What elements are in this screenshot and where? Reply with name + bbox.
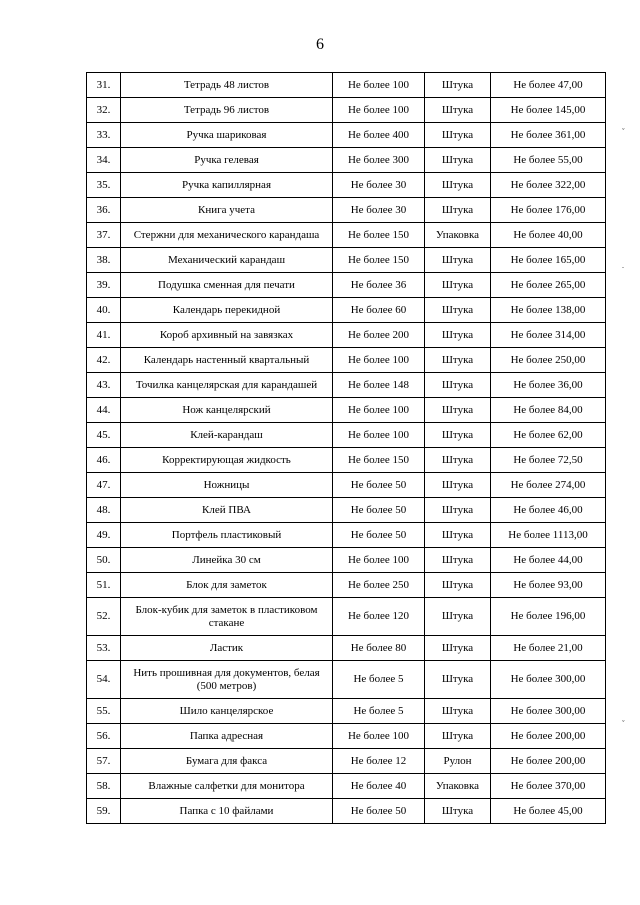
item-name-cell: Шило канцелярское <box>121 699 333 724</box>
quantity-cell: Не более 250 <box>333 573 425 598</box>
row-number-cell: 38. <box>87 248 121 273</box>
price-cell: Не более 300,00 <box>491 699 606 724</box>
unit-cell: Штука <box>425 573 491 598</box>
unit-cell: Штука <box>425 273 491 298</box>
item-name-cell: Клей-карандаш <box>121 423 333 448</box>
unit-cell: Штука <box>425 473 491 498</box>
row-number-cell: 45. <box>87 423 121 448</box>
item-name-cell: Тетрадь 96 листов <box>121 98 333 123</box>
quantity-cell: Не более 30 <box>333 173 425 198</box>
item-name-cell: Папка адресная <box>121 724 333 749</box>
price-cell: Не более 72,50 <box>491 448 606 473</box>
table-row <box>87 173 606 198</box>
price-cell: Не более 274,00 <box>491 473 606 498</box>
table-row <box>87 749 606 774</box>
item-name-cell: Блок для заметок <box>121 573 333 598</box>
item-name-cell: Ножницы <box>121 473 333 498</box>
row-number-cell: 49. <box>87 523 121 548</box>
item-name-cell: Ручка капиллярная <box>121 173 333 198</box>
unit-cell: Штука <box>425 73 491 98</box>
table-row <box>87 498 606 523</box>
quantity-cell: Не более 50 <box>333 498 425 523</box>
unit-cell: Штука <box>425 523 491 548</box>
row-number-cell: 56. <box>87 724 121 749</box>
row-number-cell: 54. <box>87 661 121 699</box>
table-row <box>87 223 606 248</box>
item-name-cell: Короб архивный на завязках <box>121 323 333 348</box>
unit-cell: Штука <box>425 661 491 699</box>
row-number-cell: 57. <box>87 749 121 774</box>
table-row <box>87 123 606 148</box>
row-number-cell: 53. <box>87 636 121 661</box>
unit-cell: Штука <box>425 173 491 198</box>
price-cell: Не более 47,00 <box>491 73 606 98</box>
unit-cell: Рулон <box>425 749 491 774</box>
row-number-cell: 41. <box>87 323 121 348</box>
table-row <box>87 598 606 636</box>
table-row <box>87 636 606 661</box>
table-row <box>87 699 606 724</box>
price-cell: Не более 145,00 <box>491 98 606 123</box>
unit-cell: Штука <box>425 248 491 273</box>
item-name-cell: Клей ПВА <box>121 498 333 523</box>
table-row <box>87 248 606 273</box>
row-number-cell: 44. <box>87 398 121 423</box>
item-name-cell: Подушка сменная для печати <box>121 273 333 298</box>
row-number-cell: 50. <box>87 548 121 573</box>
quantity-cell: Не более 400 <box>333 123 425 148</box>
item-name-cell: Тетрадь 48 листов <box>121 73 333 98</box>
table-row <box>87 523 606 548</box>
table-row <box>87 273 606 298</box>
quantity-cell: Не более 100 <box>333 398 425 423</box>
item-name-cell: Нож канцелярский <box>121 398 333 423</box>
item-name-cell: Портфель пластиковый <box>121 523 333 548</box>
quantity-cell: Не более 148 <box>333 373 425 398</box>
price-cell: Не более 55,00 <box>491 148 606 173</box>
row-number-cell: 32. <box>87 98 121 123</box>
unit-cell: Упаковка <box>425 774 491 799</box>
page-number: 6 <box>316 36 324 53</box>
scan-speck: . <box>622 261 624 270</box>
unit-cell: Штука <box>425 548 491 573</box>
row-number-cell: 37. <box>87 223 121 248</box>
quantity-cell: Не более 150 <box>333 448 425 473</box>
row-number-cell: 48. <box>87 498 121 523</box>
price-cell: Не более 265,00 <box>491 273 606 298</box>
price-cell: Не более 36,00 <box>491 373 606 398</box>
row-number-cell: 36. <box>87 198 121 223</box>
row-number-cell: 31. <box>87 73 121 98</box>
price-cell: Не более 322,00 <box>491 173 606 198</box>
quantity-cell: Не более 5 <box>333 699 425 724</box>
row-number-cell: 42. <box>87 348 121 373</box>
row-number-cell: 46. <box>87 448 121 473</box>
price-cell: Не более 361,00 <box>491 123 606 148</box>
item-name-cell: Точилка канцелярская для карандашей <box>121 373 333 398</box>
quantity-cell: Не более 50 <box>333 799 425 824</box>
price-cell: Не более 176,00 <box>491 198 606 223</box>
item-name-cell: Влажные салфетки для монитора <box>121 774 333 799</box>
quantity-cell: Не более 200 <box>333 323 425 348</box>
quantity-cell: Не более 100 <box>333 548 425 573</box>
item-name-cell: Нить прошивная для документов, белая (500 метров) <box>121 661 333 699</box>
quantity-cell: Не более 12 <box>333 749 425 774</box>
price-cell: Не более 1113,00 <box>491 523 606 548</box>
unit-cell: Штука <box>425 724 491 749</box>
unit-cell: Штука <box>425 498 491 523</box>
table-row <box>87 148 606 173</box>
price-cell: Не более 93,00 <box>491 573 606 598</box>
item-name-cell: Календарь настенный квартальный <box>121 348 333 373</box>
row-number-cell: 34. <box>87 148 121 173</box>
price-cell: Не более 250,00 <box>491 348 606 373</box>
table-row <box>87 573 606 598</box>
row-number-cell: 59. <box>87 799 121 824</box>
quantity-cell: Не более 30 <box>333 198 425 223</box>
table-row <box>87 98 606 123</box>
unit-cell: Штука <box>425 636 491 661</box>
unit-cell: Штука <box>425 598 491 636</box>
price-cell: Не более 62,00 <box>491 423 606 448</box>
table-row <box>87 398 606 423</box>
price-cell: Не более 165,00 <box>491 248 606 273</box>
item-name-cell: Линейка 30 см <box>121 548 333 573</box>
unit-cell: Штука <box>425 799 491 824</box>
price-cell: Не более 45,00 <box>491 799 606 824</box>
table-row <box>87 73 606 98</box>
price-cell: Не более 314,00 <box>491 323 606 348</box>
price-cell: Не более 370,00 <box>491 774 606 799</box>
quantity-cell: Не более 60 <box>333 298 425 323</box>
quantity-cell: Не более 100 <box>333 98 425 123</box>
quantity-cell: Не более 80 <box>333 636 425 661</box>
unit-cell: Штука <box>425 373 491 398</box>
row-number-cell: 47. <box>87 473 121 498</box>
quantity-cell: Не более 40 <box>333 774 425 799</box>
item-name-cell: Ластик <box>121 636 333 661</box>
table-row <box>87 323 606 348</box>
unit-cell: Штука <box>425 198 491 223</box>
price-cell: Не более 200,00 <box>491 749 606 774</box>
row-number-cell: 39. <box>87 273 121 298</box>
quantity-cell: Не более 50 <box>333 473 425 498</box>
table-row <box>87 799 606 824</box>
quantity-cell: Не более 100 <box>333 73 425 98</box>
item-name-cell: Книга учета <box>121 198 333 223</box>
row-number-cell: 52. <box>87 598 121 636</box>
items-table-body <box>87 73 606 824</box>
item-name-cell: Папка с 10 файлами <box>121 799 333 824</box>
unit-cell: Штука <box>425 699 491 724</box>
unit-cell: Упаковка <box>425 223 491 248</box>
table-row <box>87 198 606 223</box>
price-cell: Не более 40,00 <box>491 223 606 248</box>
unit-cell: Штука <box>425 398 491 423</box>
quantity-cell: Не более 150 <box>333 248 425 273</box>
item-name-cell: Ручка гелевая <box>121 148 333 173</box>
table-row <box>87 774 606 799</box>
quantity-cell: Не более 100 <box>333 348 425 373</box>
price-cell: Не более 44,00 <box>491 548 606 573</box>
price-cell: Не более 84,00 <box>491 398 606 423</box>
item-name-cell: Корректирующая жидкость <box>121 448 333 473</box>
table-row <box>87 473 606 498</box>
quantity-cell: Не более 5 <box>333 661 425 699</box>
unit-cell: Штука <box>425 423 491 448</box>
unit-cell: Штука <box>425 98 491 123</box>
item-name-cell: Механический карандаш <box>121 248 333 273</box>
table-row <box>87 448 606 473</box>
row-number-cell: 35. <box>87 173 121 198</box>
items-table <box>86 72 606 824</box>
item-name-cell: Ручка шариковая <box>121 123 333 148</box>
price-cell: Не более 138,00 <box>491 298 606 323</box>
table-row <box>87 298 606 323</box>
price-cell: Не более 300,00 <box>491 661 606 699</box>
item-name-cell: Блок-кубик для заметок в пластиковом стакане <box>121 598 333 636</box>
unit-cell: Штука <box>425 148 491 173</box>
item-name-cell: Стержни для механического карандаша <box>121 223 333 248</box>
row-number-cell: 51. <box>87 573 121 598</box>
table-row <box>87 373 606 398</box>
unit-cell: Штука <box>425 448 491 473</box>
scan-speck: ˇ <box>622 127 625 136</box>
price-cell: Не более 21,00 <box>491 636 606 661</box>
unit-cell: Штука <box>425 298 491 323</box>
row-number-cell: 43. <box>87 373 121 398</box>
table-row <box>87 423 606 448</box>
table-row <box>87 661 606 699</box>
price-cell: Не более 196,00 <box>491 598 606 636</box>
item-name-cell: Бумага для факса <box>121 749 333 774</box>
row-number-cell: 58. <box>87 774 121 799</box>
item-name-cell: Календарь перекидной <box>121 298 333 323</box>
table-row <box>87 724 606 749</box>
quantity-cell: Не более 300 <box>333 148 425 173</box>
row-number-cell: 55. <box>87 699 121 724</box>
unit-cell: Штука <box>425 348 491 373</box>
unit-cell: Штука <box>425 123 491 148</box>
price-cell: Не более 200,00 <box>491 724 606 749</box>
quantity-cell: Не более 150 <box>333 223 425 248</box>
table-row <box>87 548 606 573</box>
quantity-cell: Не более 100 <box>333 724 425 749</box>
quantity-cell: Не более 50 <box>333 523 425 548</box>
quantity-cell: Не более 36 <box>333 273 425 298</box>
scan-speck: ˇ <box>622 719 625 728</box>
row-number-cell: 33. <box>87 123 121 148</box>
quantity-cell: Не более 100 <box>333 423 425 448</box>
row-number-cell: 40. <box>87 298 121 323</box>
price-cell: Не более 46,00 <box>491 498 606 523</box>
quantity-cell: Не более 120 <box>333 598 425 636</box>
table-row <box>87 348 606 373</box>
unit-cell: Штука <box>425 323 491 348</box>
